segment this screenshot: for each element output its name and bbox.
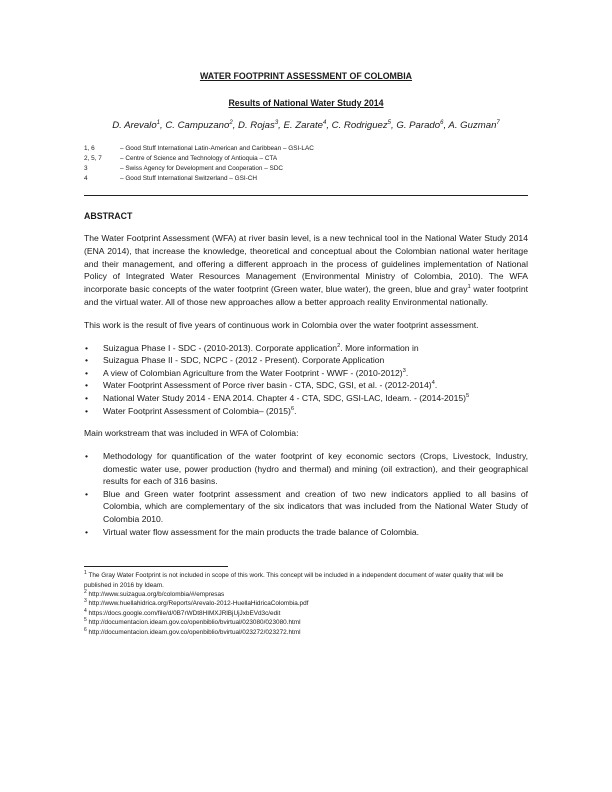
author-affiliation-ref: 1: [156, 119, 160, 126]
author-affiliation-ref: 7: [496, 119, 500, 126]
abstract-paragraph-1: [84, 232, 528, 309]
list-item: [84, 379, 528, 392]
list-item: [84, 392, 528, 405]
footnote-ref: 4: [431, 380, 435, 387]
footnote-ref: 6: [290, 405, 295, 412]
footnote: [84, 571, 528, 590]
list-item: [84, 367, 528, 380]
workstream-list: [84, 450, 528, 538]
paper-page: [84, 70, 528, 637]
list-item-text: Suizagua Phase I - SDC - (2010-2013). Corporate application: [103, 342, 338, 353]
author-name: E. Zarate: [283, 120, 323, 131]
list-item-text: .: [294, 405, 297, 416]
affiliation-list: [84, 144, 528, 184]
bullet-icon: •: [85, 526, 89, 537]
workstream-intro: Main workstream that was included in WFA of Colombia:: [84, 428, 299, 439]
footnote-text: http://www.suizagua.org/b/colombia/#/empresas: [86, 590, 225, 598]
affiliation-text: – Good Stuff International Latin-American and Caribbean – GSI-LAC: [120, 145, 314, 152]
footnote-number: 5: [84, 617, 87, 623]
bullet-icon: •: [85, 450, 89, 461]
footnote-ref: 2: [337, 342, 341, 349]
affiliation-text: – Centre of Science and Technology of Antioquia – CTA: [120, 155, 278, 162]
bullet-icon: •: [85, 342, 89, 353]
list-item-text: .: [434, 380, 438, 391]
footnote-text: http://www.huellahidrica.org/Reports/Arevalo-2012-HuellaHidricaColombia.pdf: [86, 600, 309, 608]
affiliation-row: [84, 154, 528, 164]
list-item: [84, 526, 528, 539]
affiliation-text: – Good Stuff International Switzerland – GSI-CH: [120, 175, 257, 182]
footnotes: [84, 571, 528, 637]
author-name: C. Rodriguez: [331, 120, 388, 131]
author-affiliation-ref: 2: [229, 119, 233, 126]
bullet-icon: •: [85, 355, 89, 366]
author-name: C. Campuzano: [165, 120, 230, 131]
footnote-text: https://docs.google.com/file/d/0B7rWDt8HIMXJRlBjUjJxbEVd3c/edit: [86, 609, 281, 617]
footnote: [84, 590, 528, 599]
list-item-text: A view of Colombian Agriculture from the Water Footprint - WWF - (2010-2012): [103, 367, 403, 378]
paper-subtitle: Results of National Water Study 2014: [228, 98, 384, 108]
author-list: D. Arevalo$^1$, C. Campuzano$^2$, D. Rojas$^3$, E. Zarate$^4$, C. Rodriguez$^5$, G. Parado$^6$, A. Guzman$^7$: [112, 119, 500, 131]
footnote-number: 6: [84, 626, 87, 633]
bullet-icon: •: [85, 392, 89, 403]
paper-title: WATER FOOTPRINT ASSESSMENT OF COLOMBIA: [199, 71, 413, 81]
footnote: [84, 599, 528, 608]
footnote-number: 3: [84, 598, 87, 605]
abstract-text: The Water Footprint Assessment (WFA) at river basin level, is a new technical tool in the National Water Study 2014 (ENA 2014), that increase the knowledge, theoretical and conceptual about the Colombian national water heritage and their management, and offering a different approach in the process of guidelines implementation of National Policy of Integrated Water Resources Management (Environmental Ministry of Colombia, 2010). The WFA incorporate basic concepts of the water footprint (Green water, blue water), the green, blue and gray: [84, 233, 528, 295]
author-name: G. Parado: [396, 120, 441, 131]
author-affiliation-ref: 5: [387, 119, 392, 126]
author-name: D. Arevalo: [112, 120, 157, 131]
author-affiliation-ref: 6: [440, 119, 444, 126]
list-item-text: Blue and Green water footprint assessment and creation of two new indicators applied to all basins of Colombia, which are complementary of the six indicators that was included from the National Water Study of Colombia 2010.: [103, 488, 528, 524]
project-list: [84, 342, 528, 418]
footnote-divider: [84, 566, 228, 567]
list-item-text: Water Footprint Assessment of Colombia– (2015): [103, 405, 291, 416]
footnote-ref: 5: [466, 393, 470, 400]
affiliation-ids: 4: [84, 175, 88, 182]
footnote-text: The Gray Water Footprint is not included in scope of this work. This concept will be included in a independent document of water quality that will be published in 2016 by Ideam.: [84, 572, 504, 589]
footnote-number: 1: [84, 569, 87, 576]
list-item-text: Suizagua Phase II - SDC, NCPC - (2012 - Present). Corporate Application: [103, 355, 385, 366]
bullet-icon: •: [85, 380, 89, 391]
bullet-icon: •: [85, 488, 89, 499]
list-item-text: National Water Study 2014 - ENA 2014. Chapter 4 - CTA, SDC, GSI-LAC, Ideam. - (2014-2015): [103, 392, 467, 403]
bullet-icon: •: [85, 405, 89, 416]
list-item: [84, 405, 528, 418]
list-item-text: .: [405, 367, 409, 378]
author-affiliation-ref: 3: [274, 119, 279, 126]
footnote-ref: 3: [402, 367, 406, 374]
footnote-text: http://documentacion.ideam.gov.co/openbiblio/bvirtual/023272/023272.html: [86, 628, 301, 636]
footnote-text: http://documentacion.ideam.gov.co/openbiblio/bvirtual/023080/023080.html: [86, 619, 301, 627]
list-item-text: Methodology for quantification of the water footprint of key economic sectors (Crops, Livestock, Industry, domestic water use, power production (hydro and thermal) and mining (oil extraction), and their geographical results for each of 316 basins.: [103, 450, 528, 487]
abstract-text: water footprint and the virtual water. All of those new approaches allow a better approach reality Environmental nationally.: [84, 284, 529, 307]
list-item: [84, 450, 528, 488]
header-divider: [84, 195, 528, 196]
author-name: A. Guzman: [448, 120, 497, 131]
footnote: [84, 628, 528, 637]
abstract-paragraph-2: This work is the result of five years of continuous work in Colombia over the water footprint assessment.: [84, 319, 479, 330]
list-item: [84, 488, 528, 526]
affiliation-ids: 3: [84, 165, 88, 172]
bullet-icon: •: [85, 367, 89, 378]
affiliation-ids: 2, 5, 7: [84, 155, 102, 162]
affiliation-row: [84, 174, 528, 184]
footnote-ref: 1: [467, 284, 471, 291]
author-affiliation-ref: 4: [322, 119, 327, 126]
list-item: [84, 342, 528, 355]
author-name: D. Rojas: [238, 120, 275, 131]
affiliation-ids: 1, 6: [84, 145, 95, 152]
affiliation-row: [84, 144, 528, 154]
affiliation-row: [84, 164, 528, 174]
list-item-text: Water Footprint Assessment of Porce river basin - CTA, SDC, GSI, et al. - (2012-2014): [103, 380, 432, 391]
footnote-number: 2: [84, 588, 87, 595]
footnote: [84, 609, 528, 618]
affiliation-text: – Swiss Agency for Development and Cooperation – SDC: [120, 165, 284, 172]
footnote-number: 4: [84, 607, 87, 614]
footnote: [84, 618, 528, 627]
list-item: [84, 354, 528, 367]
list-item-text: Virtual water flow assessment for the main products the trade balance of Colombia.: [103, 526, 420, 537]
abstract-heading: ABSTRACT: [84, 211, 133, 221]
list-item-text: . More information in: [340, 342, 419, 353]
